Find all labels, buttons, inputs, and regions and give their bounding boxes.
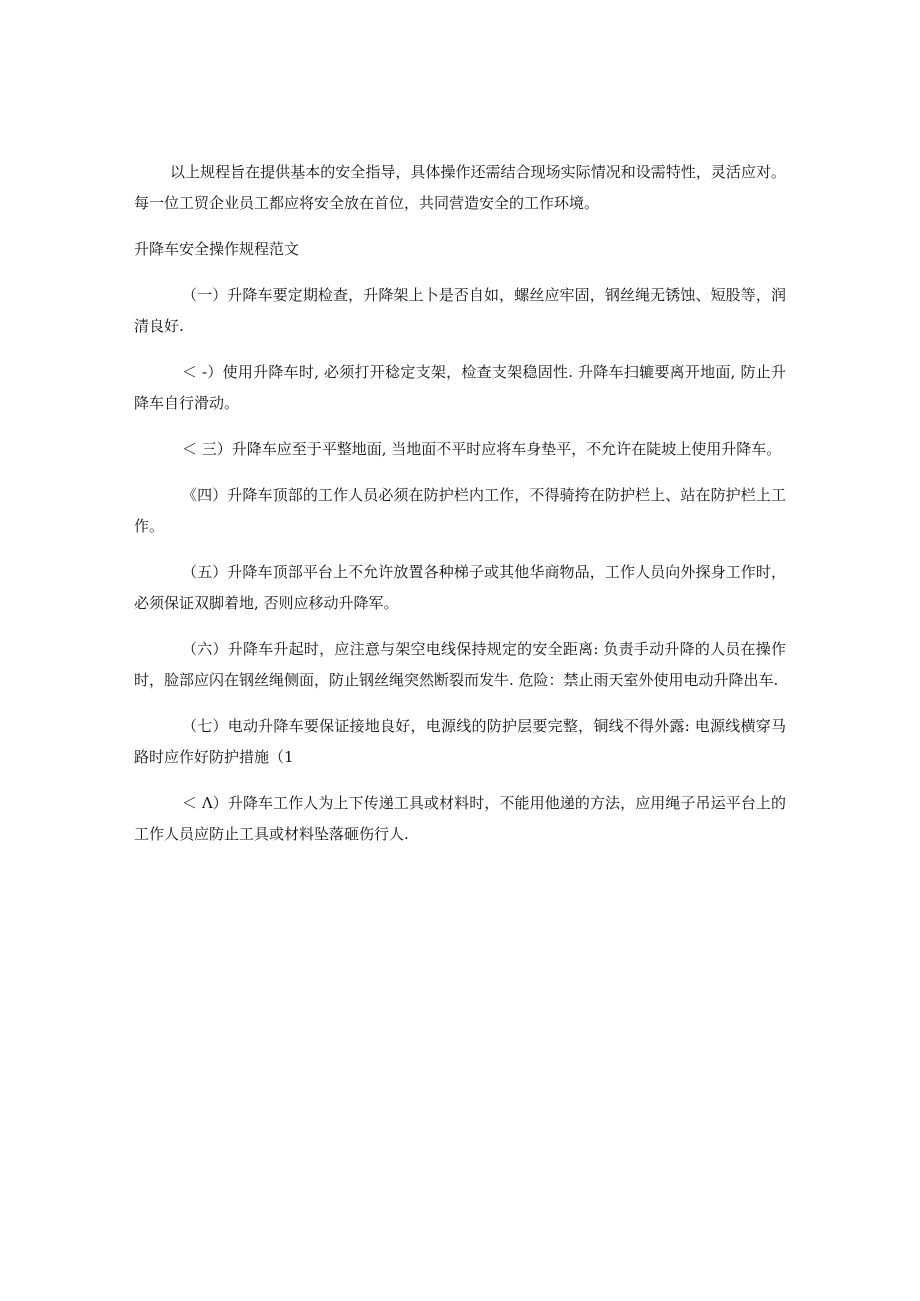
rule-item-4: 《四）升降车顶部的工作人员必须在防护栏内工作，不得骑挎在防护栏上、站在防护栏上工作。 xyxy=(134,486,786,535)
rule-item-5: （五）升降车顶部平台上不允许放置各种梯子或其他华商物品，工作人员向外探身工作时，必须保证双脚着地, 否则应移动升降军。 xyxy=(134,563,786,612)
rule-item-3: ＜ 三）升降车应至于平整地面, 当地面不平时应将车身垫平，不允许在陡坡上使用升降车。 xyxy=(182,440,782,458)
document-body xyxy=(134,157,786,865)
intro-paragraph: 以上规程旨在提供基本的安全指导，具体操作还需结合现场实际情况和设需特性，灵活应对。每一位工贸企业员工都应将安全放在首位，共同营造安全的工作环境。 xyxy=(134,163,786,212)
document-title: 升降车安全操作规程范文 xyxy=(134,240,300,258)
rule-item-7: （七）电动升降车要保证接地良好，电源线的防护层要完整，铜线不得外露: 电源线横穿马路时应作好防护措施（1 xyxy=(134,717,786,766)
rule-item-6: （六）升降车升起时，应注意与架空电线保持规定的安全距离: 负责手动升降的人员在操作时，脸部应闪在钢丝绳侧面，防止钢丝绳突然断裂而发牛. 危险：禁止雨天室外使用电动升降出车. xyxy=(134,640,786,689)
rule-item-2: ＜ -）使用升降车时, 必须打开稔定支架，检查支架稳固性. 升降车扫辘要离开地面, 防止升降车自行滑动。 xyxy=(134,363,786,412)
rule-item-1: （一）升降车要定期检查，升降架上卜是否自如，螺丝应牢固，钢丝绳无锈蚀、短股等，润清良好. xyxy=(134,286,786,335)
rule-item-8: ＜ Λ）升降车工作人为上下传递工具或材料时，不能用他递的方法，应用绳子吊运平台上的工作人员应防止工具或材料坠落砸伤行人. xyxy=(134,794,786,843)
